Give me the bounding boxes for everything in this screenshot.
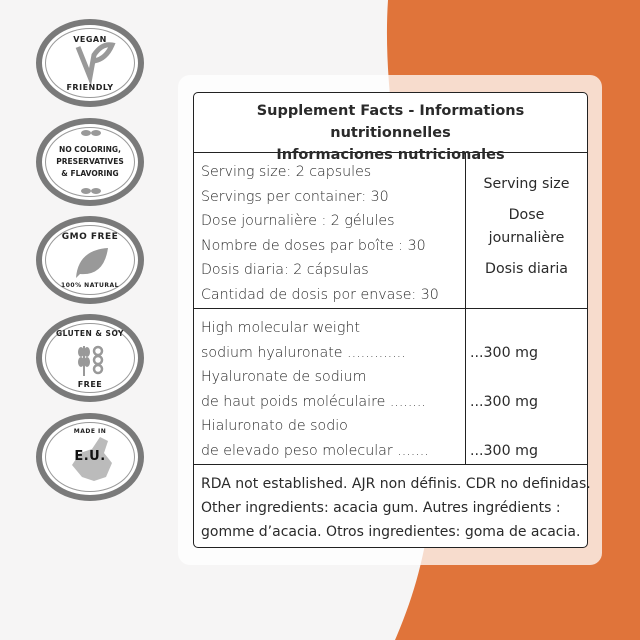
facts-footer	[194, 465, 591, 544]
ingredient-amount: ...300 mg	[470, 443, 538, 459]
serving-line: Servings per container: 30	[201, 188, 389, 205]
serving-row	[194, 153, 587, 309]
ingredient-name: Hyaluronate de sodium	[201, 369, 367, 385]
serving-header: Dose	[508, 207, 545, 223]
leader-dots: ........	[385, 393, 426, 410]
vegan-friendly-badge	[36, 19, 144, 107]
leader-dots: .............	[342, 344, 406, 361]
badge-bottom-text: FRIENDLY	[66, 83, 114, 92]
badge-top-text: GMO FREE	[61, 232, 119, 242]
facts-header	[194, 93, 587, 163]
supplement-facts-table	[193, 92, 591, 548]
badge-bottom-text: 100% NATURAL	[61, 282, 119, 289]
footer-line: Other ingredients: acacia gum. Autres ingrédients :	[201, 500, 561, 516]
serving-header: Dosis diaria	[485, 261, 568, 277]
ingredient-name: High molecular weight	[201, 320, 360, 336]
ingredient-amount: ...300 mg	[470, 394, 538, 410]
facts-subtitle: Informaciones nutricionales	[276, 147, 505, 163]
ingredient-amount: ...300 mg	[470, 345, 538, 361]
serving-line: Serving size: 2 capsules	[201, 164, 372, 180]
badge-text-line: & FLAVORING	[61, 169, 119, 178]
gmo-free-badge	[36, 216, 144, 304]
no-coloring-badge	[36, 118, 144, 206]
serving-line: Nombre de doses par boîte : 30	[201, 237, 426, 254]
badge-top-text: MADE IN	[73, 428, 107, 435]
ingredient-name: de elevado peso molecular	[201, 442, 393, 459]
badge-text-line: PRESERVATIVES	[56, 157, 124, 166]
serving-header: journalière	[488, 230, 565, 246]
badge-bottom-text: FREE	[77, 380, 103, 389]
footer-line: gomme d’acacia. Otros ingredientes: goma de acacia.	[201, 524, 581, 540]
serving-header: Serving size	[483, 176, 570, 192]
serving-header-column	[466, 153, 587, 308]
ingredient-name: de haut poids moléculaire	[201, 393, 386, 410]
ingredient-names	[194, 309, 466, 464]
serving-info	[194, 153, 466, 308]
serving-line: Dose journalière : 2 gélules	[201, 213, 395, 229]
badge-top-text: VEGAN	[73, 35, 107, 44]
ingredient-name: Hialuronato de sodio	[201, 418, 348, 434]
made-in-eu-badge	[36, 413, 144, 501]
badge-text-line: NO COLORING,	[59, 145, 121, 154]
serving-line: Cantidad de dosis por envase: 30	[201, 286, 439, 303]
leader-dots: .......	[392, 442, 429, 459]
serving-line: Dosis diaria: 2 cápsulas	[201, 262, 369, 278]
ingredients-row	[194, 309, 587, 465]
facts-title: Supplement Facts - Informations nutritionnelles	[256, 103, 525, 141]
badge-top-text: GLUTEN & SOY	[56, 329, 124, 338]
gluten-soy-free-badge	[36, 314, 144, 402]
footer-line: RDA not established. AJR non définis. CDR no definidas.	[201, 476, 591, 492]
badge-center-text: E.U.	[74, 449, 106, 464]
ingredient-amounts	[466, 309, 587, 464]
ingredient-name: sodium hyaluronate	[201, 344, 343, 361]
